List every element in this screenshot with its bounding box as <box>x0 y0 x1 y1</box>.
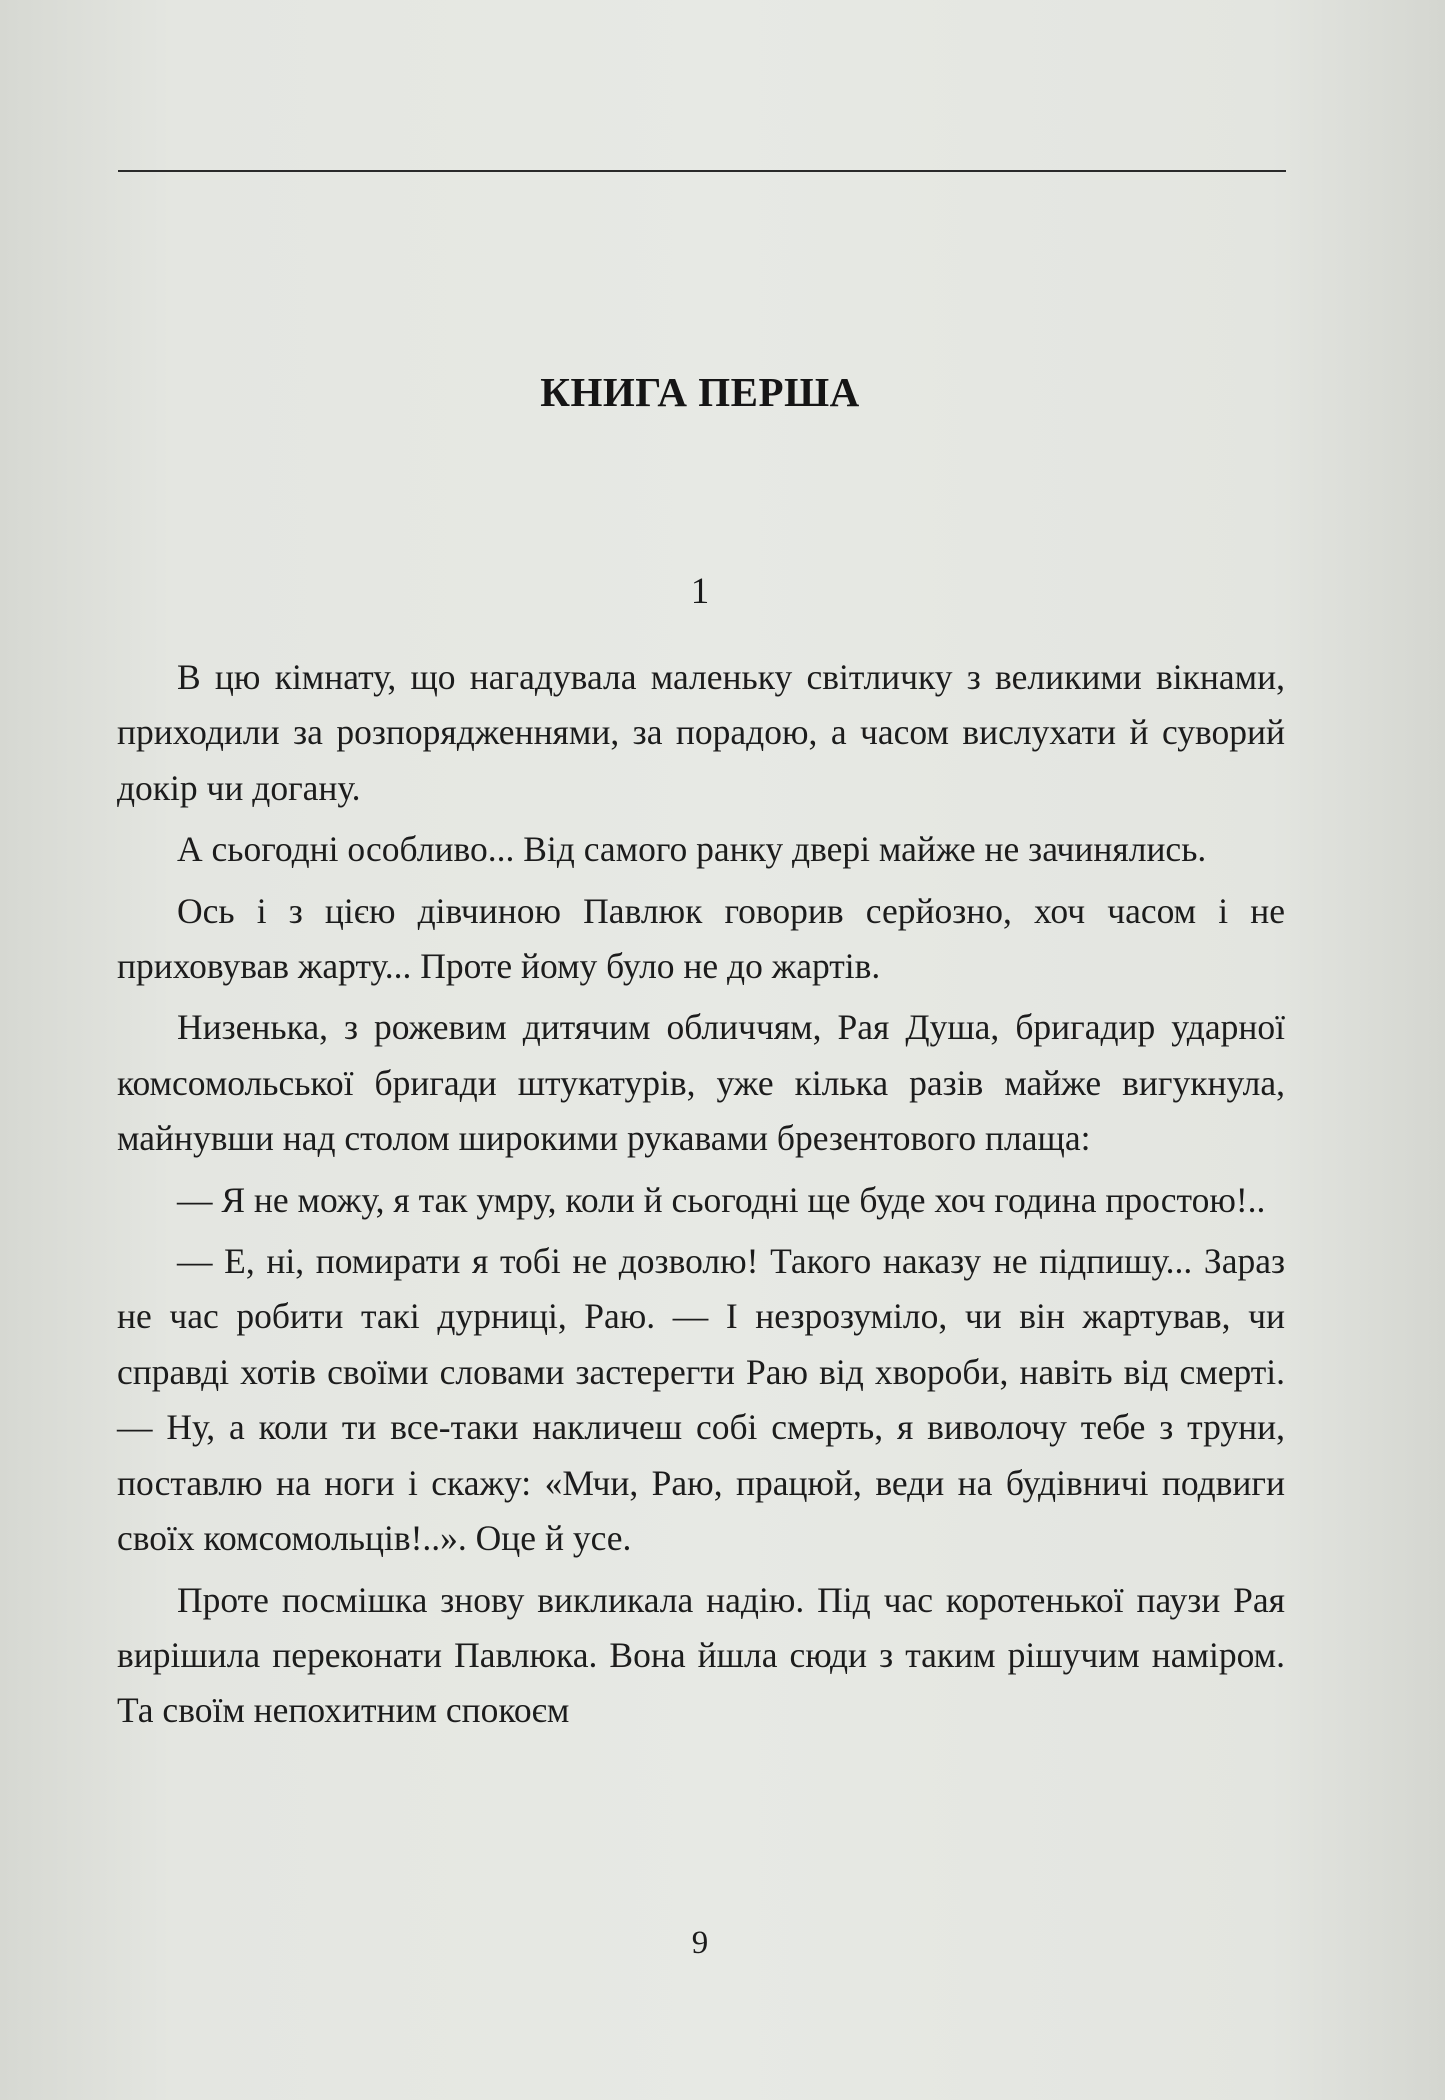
paragraph: В цю кімнату, що нагадувала маленьку світличку з великими вікнами, приходили за розпорядженнями, за порадою, а часом вислухати й суворий докір чи догану. <box>117 657 1285 808</box>
paragraph: Низенька, з рожевим дитячим обличчям, Рая Душа, бригадир ударної комсомольської бригади штукатурів, уже кілька разів майже вигукнула, майнувши над столом широкими рукавами брезентового плаща: <box>117 1007 1285 1159</box>
header-rule <box>118 170 1286 172</box>
paragraph: — Е, ні, помирати я тобі не дозволю! Такого наказу не підпишу... Зараз не час робити такі дурниці, Раю. — І незрозуміло, чи він жартував, чи справді хотів своїми словами застерегти Раю від хвороби, навіть від смерті. — Ну, а коли ти все-таки накличеш собі смерть, я виволочу тебе з труни, поставлю на ноги і скажу: «Мчи, Раю, працюй, веди на будівничі подвиги своїх комсомольців!..». Оце й усе. <box>117 1241 1285 1559</box>
chapter-number: 1 <box>690 571 710 612</box>
book-title: КНИГА ПЕРША <box>540 369 860 415</box>
paragraph: Проте посмішка знову викликала надію. Під час коротенької паузи Рая вирішила переконати Павлюка. Вона йшла сюди з таким рішучим наміром. Та своїм непохитним спокоєм <box>117 1579 1285 1731</box>
body-text <box>117 650 1285 1745</box>
page-number: 9 <box>691 1925 709 1961</box>
paragraph: А сьогодні особливо... Від самого ранку двері майже не зачинялись. <box>177 829 1207 870</box>
paragraph: — Я не можу, я так умру, коли й сьогодні ще буде хоч година простою!.. <box>177 1179 1266 1220</box>
paragraph: Ось і з цією дівчиною Павлюк говорив серйозно, хоч часом і не приховував жарту... Проте йому було не до жартів. <box>117 890 1285 987</box>
